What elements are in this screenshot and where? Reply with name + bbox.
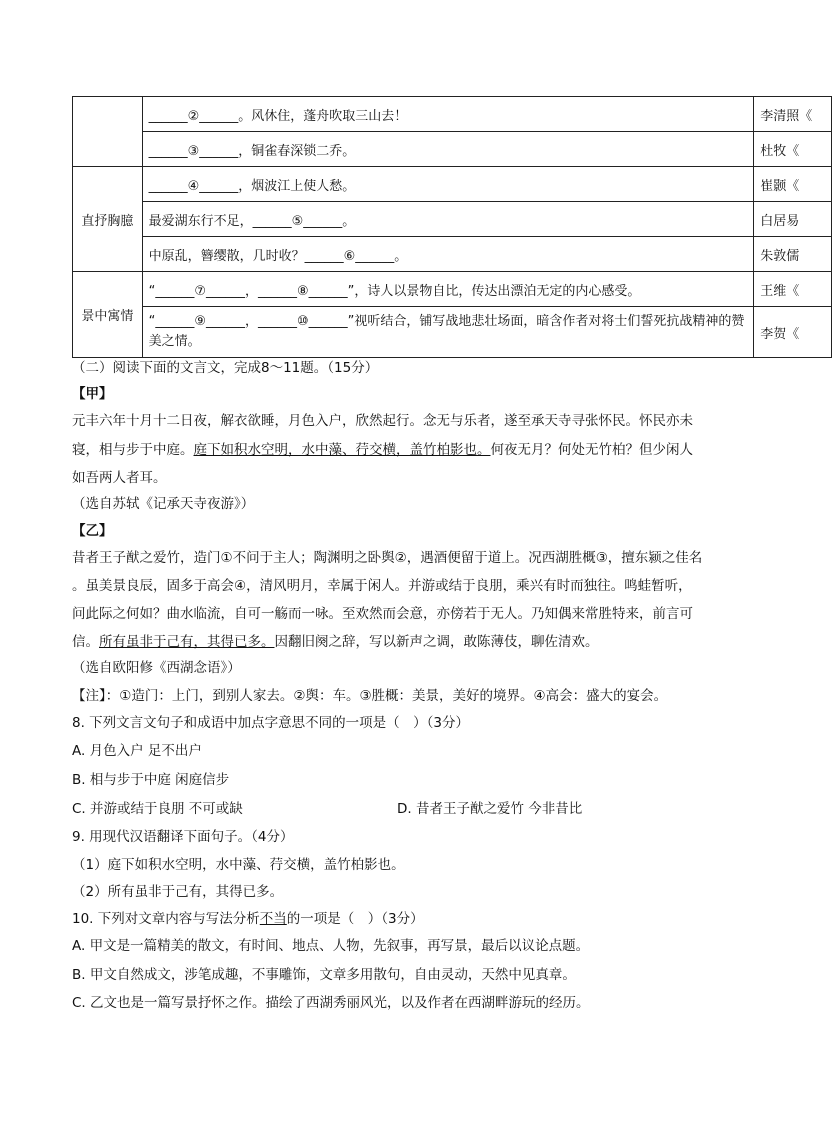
table-row xyxy=(73,272,832,307)
option-d[interactable]: D. 昔者王子猷之爱竹 今非昔比 xyxy=(397,801,583,817)
poem-line-cell: ______③______，铜雀春深锁二乔。 xyxy=(142,132,754,167)
text: 何夜无月？何处无竹柏？但少闲人 xyxy=(490,442,693,458)
question-9-stem: 9. 用现代汉语翻译下面句子。（4分） xyxy=(72,829,294,845)
option-c[interactable]: C. 并游或结于良朋 不可或缺 xyxy=(72,801,243,817)
yi-line: 昔者王子猷之爱竹，造门①不问于主人；陶渊明之卧舆②，遇酒便留于道上。况西湖胜概③，擅东颍之佳名 xyxy=(72,550,703,566)
option-c[interactable]: C. 乙文也是一篇写景抒怀之作。描绘了西湖秀丽风光，以及作者在西湖畔游玩的经历。 xyxy=(72,995,590,1011)
author-cell: 杜牧《 xyxy=(754,132,832,167)
translate-sentence-2: （2）所有虽非于己有，其得已多。 xyxy=(72,884,284,900)
text: 的一项是（ ）（3分） xyxy=(286,911,424,927)
yi-note: 【注】：①造门：上门，到别人家去。②舆：车。③胜概：美景，美好的境界。④高会：盛大的宴会。 xyxy=(72,688,668,704)
poem-line-cell: 最爱湖东行不足，______⑤______。 xyxy=(142,202,754,237)
yi-source: （选自欧阳修《西湖念语》） xyxy=(72,660,241,676)
question-8-stem: 8. 下列文言文句子和成语中加点字意思不同的一项是（ ）（3分） xyxy=(72,715,470,731)
table-row xyxy=(73,167,832,202)
table-row xyxy=(73,307,832,358)
poem-line-cell: ______②______。风休住，蓬舟吹取三山去！ xyxy=(142,97,754,132)
underlined-sentence: 庭下如积水空明，水中藻、荇交横，盖竹柏影也。 xyxy=(193,442,491,458)
category-cell xyxy=(73,97,143,167)
option-b[interactable]: B. 甲文自然成文，涉笔成趣，不事雕饰，文章多用散句，自由灵动，天然中见真章。 xyxy=(72,967,576,983)
poem-line-cell: “______⑨______，______⑩______”视听结合，铺写战地悲壮场面，暗含作者对将士们誓死抗战精神的赞美之情。 xyxy=(142,307,754,358)
underlined-sentence: 所有虽非于己有，其得已多。 xyxy=(99,634,275,650)
author-cell: 王维《 xyxy=(754,272,832,307)
text: 寝，相与步于中庭。 xyxy=(72,442,194,458)
option-a[interactable]: A. 甲文是一篇精美的散文，有时间、地点、人物，先叙事，再写景，最后以议论点题。 xyxy=(72,938,590,954)
jia-line: 元丰六年十月十二日夜，解衣欲睡，月色入户，欣然起行。念无与乐者，遂至承天寺寻张怀民。怀民亦未 xyxy=(72,413,693,429)
question-10-stem xyxy=(72,909,424,929)
poem-line-cell: “______⑦______，______⑧______”，诗人以景物自比，传达出漂泊无定的内心感受。 xyxy=(142,272,754,307)
jia-heading: 【甲】 xyxy=(72,386,113,402)
author-cell: 朱敦儒 xyxy=(754,237,832,272)
author-cell: 李贺《 xyxy=(754,307,832,358)
table-row xyxy=(73,132,832,167)
jia-source: （选自苏轼《记承天寺夜游》） xyxy=(72,496,255,512)
translate-sentence-1: （1）庭下如积水空明，水中藻、荇交横，盖竹柏影也。 xyxy=(72,857,405,873)
jia-line: 如吾两人者耳。 xyxy=(72,470,167,486)
poem-line-cell: 中原乱，簪缨散，几时收？______⑥______。 xyxy=(142,237,754,272)
jia-line xyxy=(72,440,693,460)
section-intro: （二）阅读下面的文言文，完成8～11题。（15分） xyxy=(72,360,379,376)
yi-line: 问此际之何如？曲水临流，自可一觞而一咏。至欢然而会意，亦傍若于无人。乃知偶来常胜特来，前言可 xyxy=(72,606,693,622)
yi-heading: 【乙】 xyxy=(72,523,113,539)
table-row xyxy=(73,202,832,237)
poem-line-cell: ______④______，烟波江上使人愁。 xyxy=(142,167,754,202)
author-cell: 李清照《 xyxy=(754,97,832,132)
poetry-fill-table xyxy=(72,96,832,358)
option-a[interactable]: A. 月色入户 足不出户 xyxy=(72,743,202,759)
author-cell: 崔颢《 xyxy=(754,167,832,202)
category-cell: 景中寓情 xyxy=(73,272,143,358)
text: 信。 xyxy=(72,634,99,650)
yi-line xyxy=(72,632,599,652)
category-cell: 直抒胸臆 xyxy=(73,167,143,272)
author-cell: 白居易 xyxy=(754,202,832,237)
text: 10. 下列对文章内容与写法分析 xyxy=(72,911,260,927)
yi-line: 。虽美景良辰，固多于高会④，清风明月，幸属于闲人。并游或结于良朋，乘兴有时而独往。鸣蛙暂听， xyxy=(72,578,692,594)
table-row xyxy=(73,237,832,272)
option-b[interactable]: B. 相与步于中庭 闲庭信步 xyxy=(72,772,230,788)
text: 因翻旧阕之辞，写以新声之调，敢陈薄伎，聊佐清欢。 xyxy=(274,634,599,650)
table-row xyxy=(73,97,832,132)
emphasis: 不当 xyxy=(259,911,287,927)
